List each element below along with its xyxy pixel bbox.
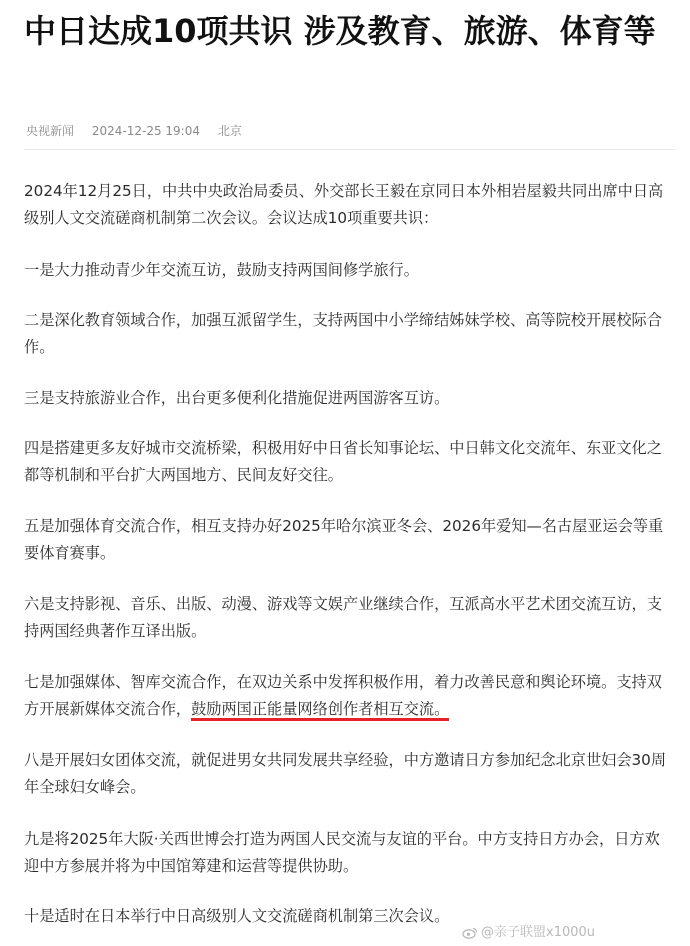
meta-divider [24,149,676,150]
paragraph-3: 三是支持旅游业合作，出台更多便利化措施促进两国游客互访。 [24,389,450,407]
paragraph-6: 六是支持影视、音乐、出版、动漫、游戏等文娱产业继续合作，互派高水平艺术团交流互访，支持两国经典著作互译出版。 [24,595,662,640]
paragraph-8: 八是开展妇女团体交流，就促进男女共同发展共享经验，中方邀请日方参加纪念北京世妇会30周年全球妇女峰会。 [24,751,667,796]
article-title: 中日达成10项共识 涉及教育、旅游、体育等 [24,12,656,50]
watermark-text: @亲子联盟x1000u [481,925,596,940]
paragraph-1: 一是大力推动青少年交流互访，鼓励支持两国间修学旅行。 [24,261,419,279]
paragraph-10: 十是适时在日本举行中日高级别人文交流磋商机制第三次会议。 [24,907,450,925]
article-source[interactable]: 央视新闻 [26,124,75,138]
highlighted-sentence: 鼓励两国正能量网络创作者相互交流。 [191,700,449,721]
paragraph-4: 四是搭建更多友好城市交流桥梁，积极用好中日省长知事论坛、中日韩文化交流年、东亚文化之都等机制和平台扩大两国地方、民间友好交往。 [24,439,662,484]
paragraph-7 [24,669,674,723]
article-datetime: 2024-12-25 19:04 [91,124,200,138]
weibo-icon [462,927,478,939]
article-meta [26,122,256,139]
paragraph-5: 五是加强体育交流合作，相互支持办好2025年哈尔滨亚冬会、2026年爱知—名古屋亚运会等重要体育赛事。 [24,517,664,562]
article-location: 北京 [217,124,242,138]
paragraph-7-text: 七是加强媒体、智库交流合作，在双边关系中发挥积极作用，着力改善民意和舆论环境。支持双方开展新媒体交流合作， [24,673,662,718]
paragraph-2: 二是深化教育领域合作，加强互派留学生，支持两国中小学缔结姊妹学校、高等院校开展校际合作。 [24,311,662,356]
weibo-watermark [462,921,595,940]
paragraph-9: 九是将2025年大阪·关西世博会打造为两国人民交流与友谊的平台。中方支持日方办会，日方欢迎中方参展并将为中国馆筹建和运营等提供协助。 [24,830,660,875]
paragraph-intro: 2024年12月25日，中共中央政治局委员、外交部长王毅在京同日本外相岩屋毅共同出席中日高级别人文交流磋商机制第二次会议。会议达成10项重要共识： [24,182,664,227]
